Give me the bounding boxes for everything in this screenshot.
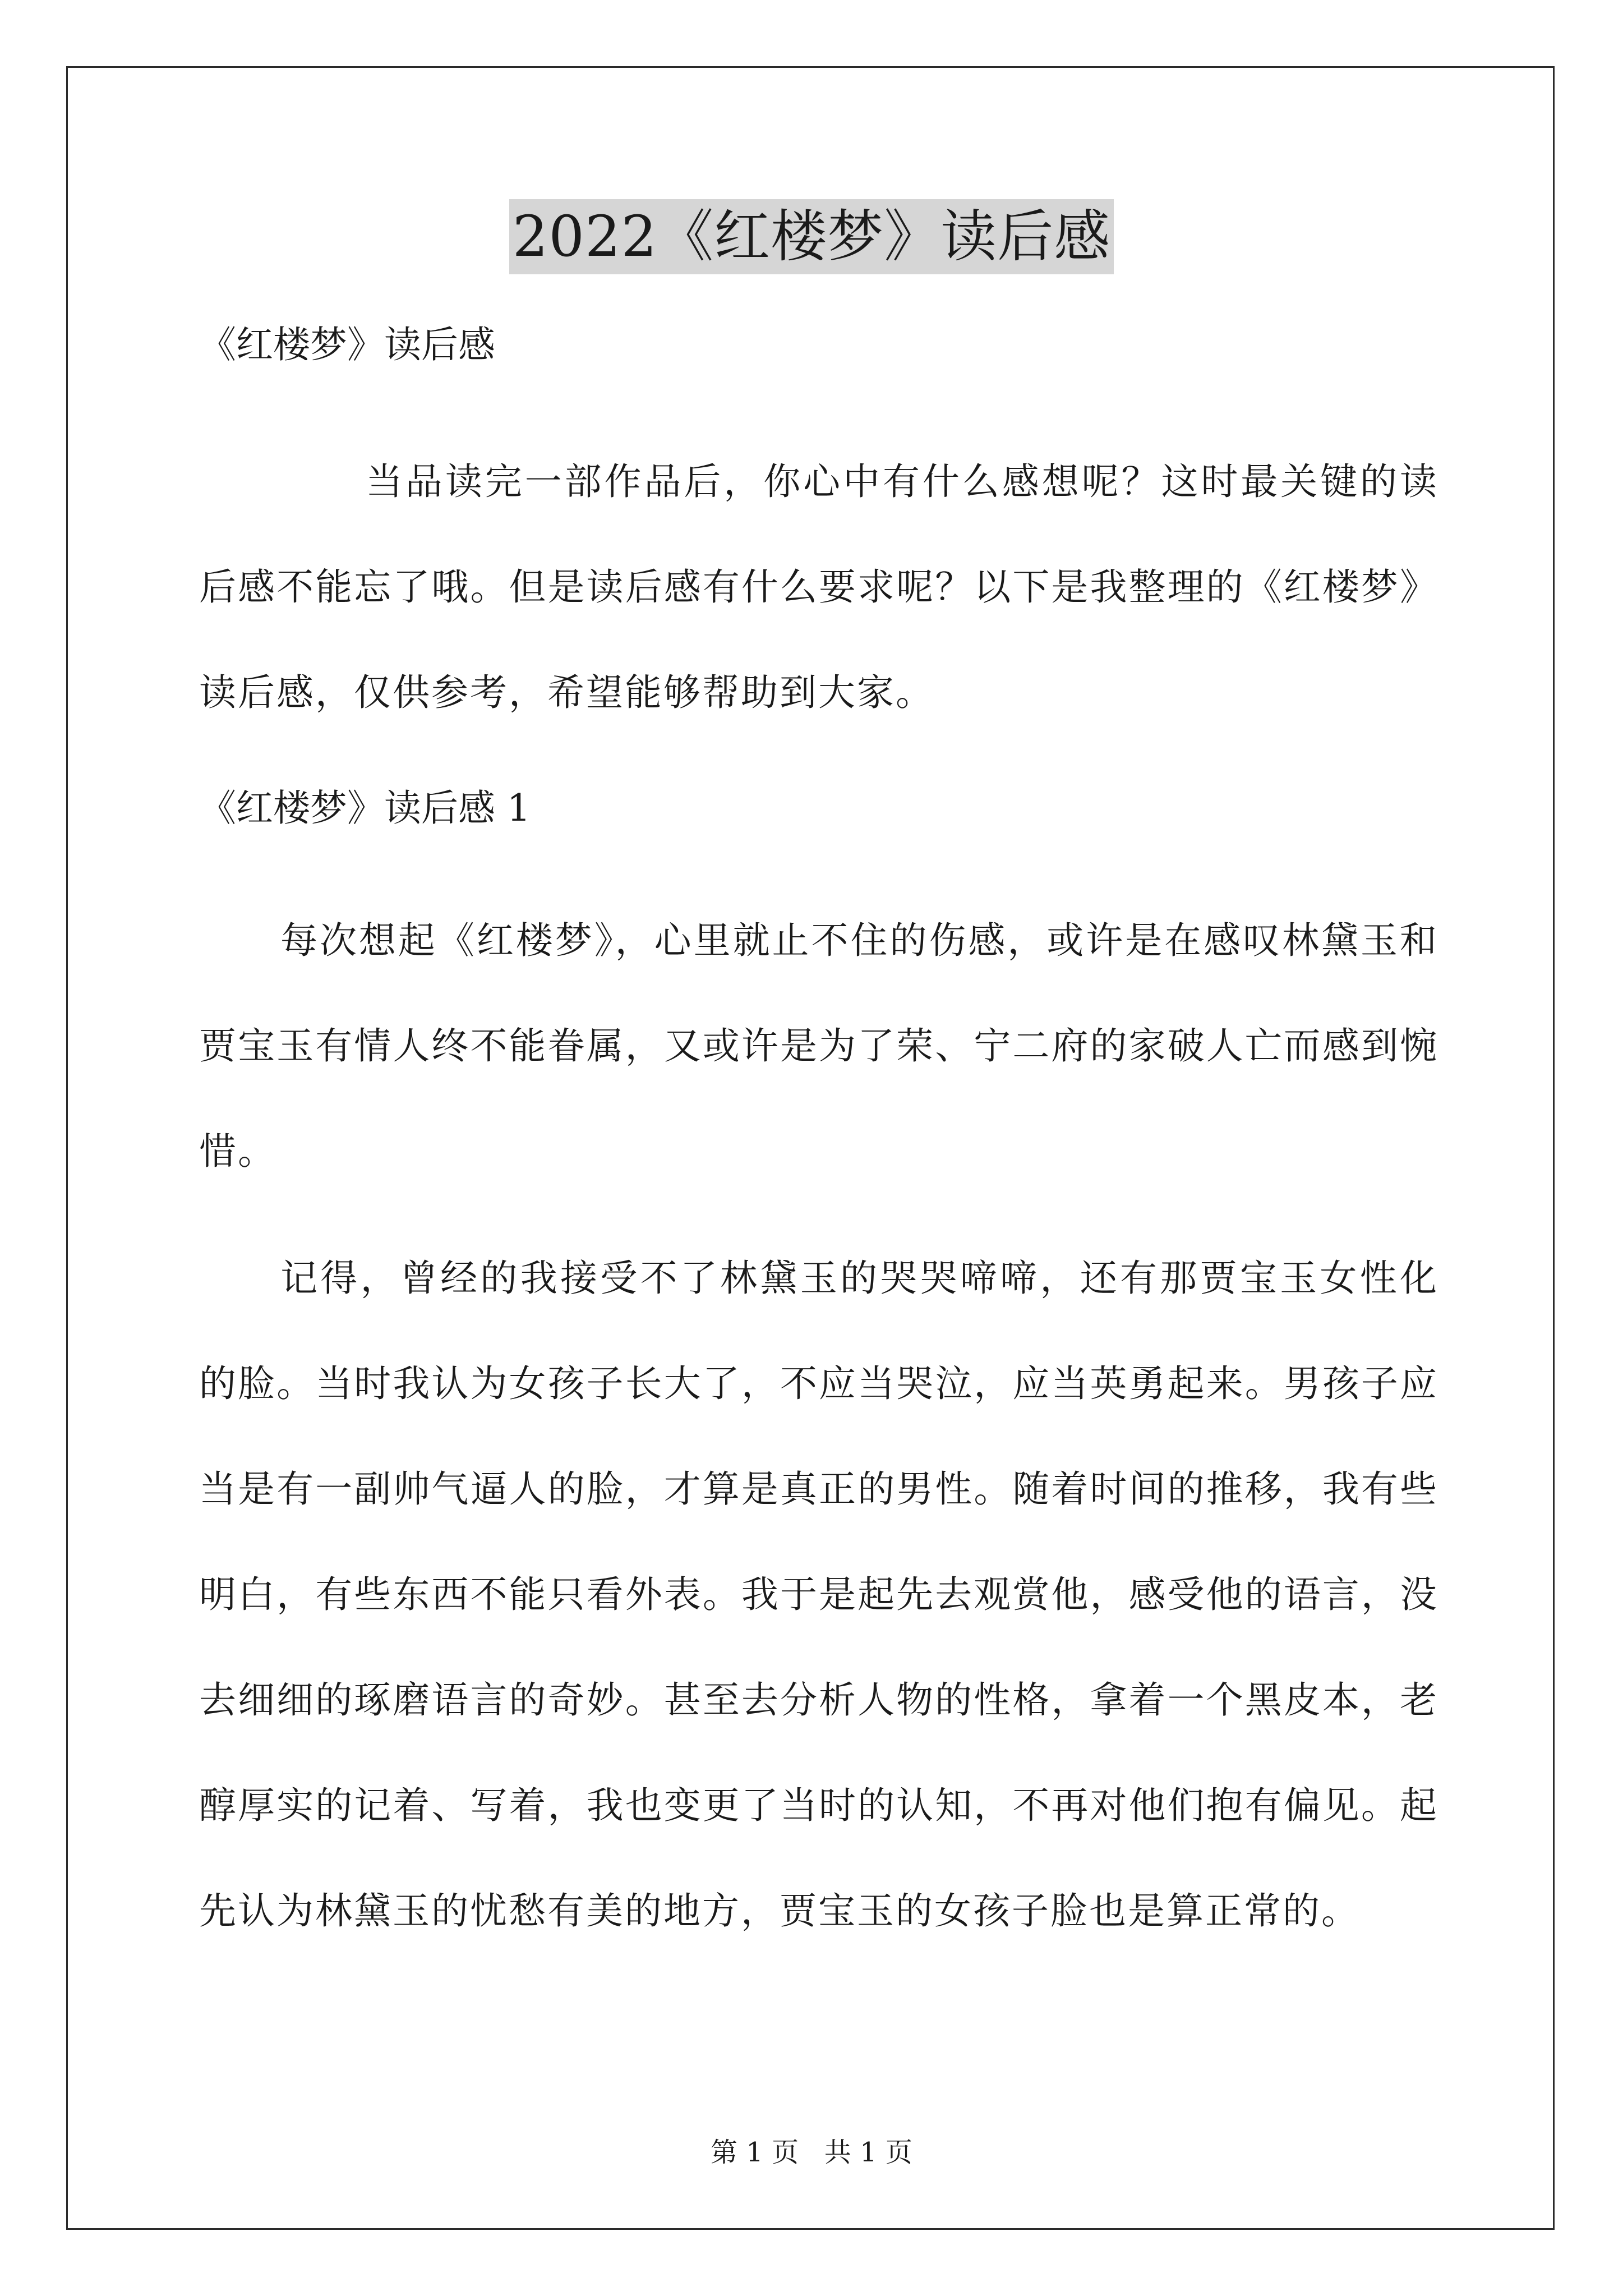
title-container [0,199,1623,274]
intro-paragraph: 当品读完一部作品后，你心中有什么感想呢？这时最关键的读后感不能忘了哦。但是读后感有什么要求呢？以下是我整理的《红楼梦》读后感，仅供参考，希望能够帮助到大家。 [199,460,1438,714]
document-subtitle: 《红楼梦》读后感 [199,323,495,366]
page-title: 2022《红楼梦》读后感 [509,199,1114,274]
section-heading: 《红楼梦》读后感 1 [199,786,531,830]
body-paragraph: 每次想起《红楼梦》，心里就止不住的伤感，或许是在感叹林黛玉和贾宝玉有情人终不能眷属，又或许是为了荣、宁二府的家破人亡而感到惋惜。 [199,919,1438,1173]
document-body [199,311,1438,1964]
body-paragraph: 记得，曾经的我接受不了林黛玉的哭哭啼啼，还有那贾宝玉女性化的脸。当时我认为女孩子长大了，不应当哭泣，应当英勇起来。男孩子应当是有一副帅气逼人的脸，才算是真正的男性。随着时间的推移，我有些明白，有些东西不能只看外表。我于是起先去观赏他，感受他的语言，没去细细的琢磨语言的奇妙。甚至去分析人物的性格，拿着一个黑皮本，老醇厚实的记着、写着，我也变更了当时的认知，不再对他们抱有偏见。起先认为林黛玉的忧愁有美的地方，贾宝玉的女孩子脸也是算正常的。 [199,1257,1438,1932]
page-footer: 第 1 页 共 1 页 [711,2137,912,2168]
